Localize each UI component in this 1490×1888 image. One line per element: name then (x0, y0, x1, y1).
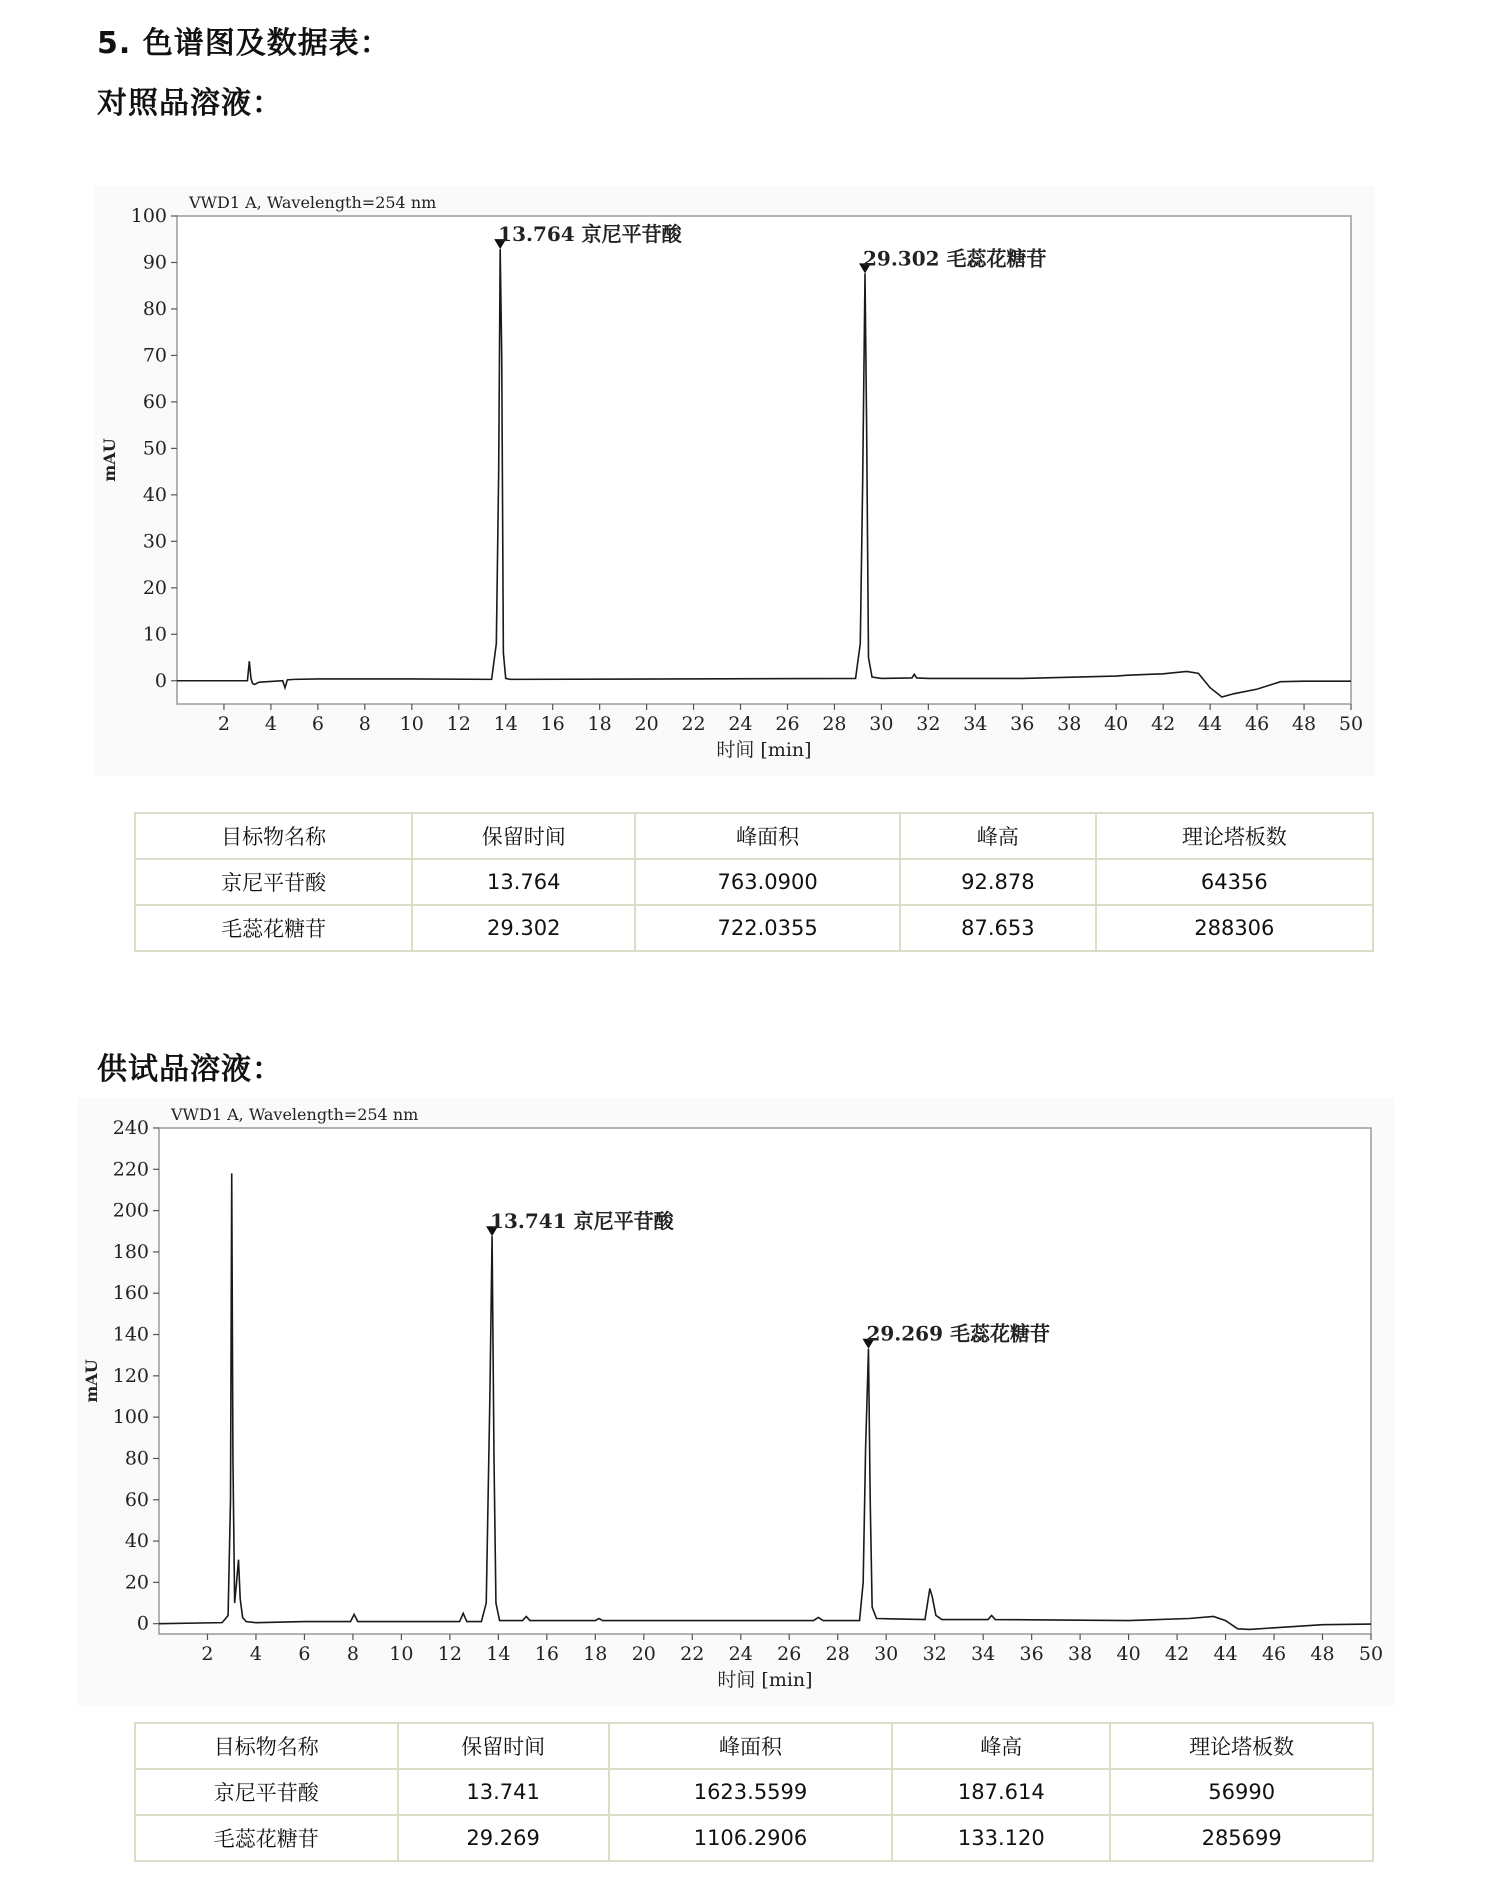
peak-label: 13.741 京尼平苷酸 (490, 1209, 674, 1234)
x-tick-label: 2 (217, 713, 231, 735)
x-tick-label: 34 (963, 713, 988, 735)
header-peak-area: 峰面积 (609, 1723, 893, 1769)
reference-chart-svg (95, 186, 1375, 776)
header-retention-time: 保留时间 (412, 813, 635, 859)
y-tick-label: 160 (112, 1282, 149, 1305)
table-row (135, 905, 1373, 951)
peak-label: 29.302 毛蕊花糖苷 (863, 246, 1047, 271)
cell-peak-height: 133.120 (892, 1815, 1110, 1861)
table-row (135, 1815, 1373, 1861)
header-peak-area: 峰面积 (635, 813, 900, 859)
cell-peak-height: 92.878 (900, 859, 1096, 905)
y-tick-label: 20 (142, 576, 167, 599)
x-tick-label: 16 (534, 1643, 559, 1665)
header-plate-number: 理论塔板数 (1110, 1723, 1373, 1769)
cell-peak-height: 187.614 (892, 1769, 1110, 1815)
x-tick-label: 22 (680, 1643, 705, 1665)
header-plate-number: 理论塔板数 (1096, 813, 1373, 859)
x-tick-label: 20 (634, 713, 659, 735)
x-tick-label: 18 (587, 713, 612, 735)
reference-chromatogram (95, 186, 1375, 776)
sample-chart-svg (77, 1098, 1395, 1706)
x-tick-label: 34 (971, 1643, 996, 1665)
y-tick-label: 80 (124, 1447, 149, 1470)
x-tick-label: 8 (358, 713, 371, 735)
x-axis-label: 时间 [min] (716, 739, 812, 761)
x-tick-label: 50 (1338, 713, 1364, 735)
x-tick-label: 4 (249, 1643, 263, 1665)
y-tick-label: 60 (142, 390, 167, 413)
x-tick-label: 42 (1164, 1643, 1190, 1665)
y-tick-label: 40 (142, 483, 167, 506)
cell-plate-number: 56990 (1110, 1769, 1373, 1815)
x-tick-label: 38 (1057, 713, 1082, 735)
peak-label: 13.764 京尼平苷酸 (498, 222, 682, 247)
x-tick-label: 14 (493, 713, 518, 735)
header-compound: 目标物名称 (135, 1723, 398, 1769)
sample-chromatogram (77, 1098, 1395, 1706)
y-tick-label: 0 (136, 1612, 149, 1635)
y-tick-label: 240 (112, 1117, 149, 1139)
section-heading: 5. 色谱图及数据表： (97, 26, 391, 61)
cell-retention-time: 13.764 (412, 859, 635, 905)
x-tick-label: 10 (389, 1643, 414, 1665)
x-tick-label: 8 (346, 1643, 359, 1665)
x-tick-label: 40 (1104, 713, 1129, 735)
x-tick-label: 36 (1010, 713, 1035, 735)
sample-results-table (134, 1722, 1374, 1862)
x-tick-label: 10 (399, 713, 424, 735)
x-tick-label: 2 (201, 1643, 214, 1665)
x-tick-label: 44 (1198, 713, 1223, 735)
x-tick-label: 28 (825, 1643, 850, 1665)
y-tick-label: 60 (124, 1488, 149, 1511)
x-tick-label: 48 (1291, 713, 1317, 735)
y-tick-label: 120 (112, 1364, 149, 1387)
x-tick-label: 6 (298, 1643, 311, 1665)
cell-plate-number: 285699 (1110, 1815, 1373, 1861)
x-tick-label: 24 (728, 713, 753, 735)
peak-label: 29.269 毛蕊花糖苷 (866, 1321, 1050, 1346)
x-tick-label: 12 (437, 1643, 462, 1665)
x-tick-label: 30 (869, 713, 894, 735)
reference-solution-heading: 对照品溶液： (97, 86, 283, 121)
x-tick-label: 36 (1019, 1643, 1044, 1665)
header-peak-height: 峰高 (900, 813, 1096, 859)
x-tick-label: 42 (1151, 713, 1176, 735)
x-tick-label: 50 (1358, 1643, 1384, 1665)
y-tick-label: 30 (142, 530, 167, 553)
reference-results-table (134, 812, 1374, 952)
table-row (135, 1769, 1373, 1815)
y-tick-label: 90 (142, 251, 167, 274)
x-tick-label: 32 (922, 1643, 947, 1665)
cell-plate-number: 288306 (1096, 905, 1373, 951)
x-tick-label: 44 (1213, 1643, 1238, 1665)
x-axis-label: 时间 [min] (717, 1669, 813, 1691)
x-tick-label: 38 (1068, 1643, 1093, 1665)
y-tick-label: 200 (112, 1199, 149, 1222)
x-tick-label: 24 (728, 1643, 753, 1665)
y-axis-label: mAU (100, 438, 119, 482)
cell-peak-area: 1106.2906 (609, 1815, 893, 1861)
y-tick-label: 10 (142, 623, 167, 646)
y-tick-label: 100 (130, 205, 167, 227)
x-tick-label: 12 (446, 713, 471, 735)
sample-solution-heading: 供试品溶液： (97, 1052, 283, 1087)
cell-retention-time: 29.269 (398, 1815, 609, 1861)
y-axis-label: mAU (82, 1359, 101, 1403)
cell-retention-time: 29.302 (412, 905, 635, 951)
cell-peak-area: 1623.5599 (609, 1769, 893, 1815)
x-tick-label: 26 (775, 713, 800, 735)
x-tick-label: 4 (264, 713, 277, 735)
y-tick-label: 50 (142, 437, 167, 460)
table-header-row (135, 1723, 1373, 1769)
plot-frame (159, 1128, 1371, 1634)
x-tick-label: 20 (631, 1643, 656, 1665)
x-tick-label: 22 (681, 713, 706, 735)
y-tick-label: 140 (112, 1323, 149, 1346)
table-row (135, 859, 1373, 905)
y-tick-label: 80 (142, 297, 167, 320)
x-tick-label: 6 (311, 713, 324, 735)
x-tick-label: 40 (1116, 1643, 1141, 1665)
cell-plate-number: 64356 (1096, 859, 1373, 905)
y-tick-label: 100 (112, 1406, 149, 1429)
cell-peak-height: 87.653 (900, 905, 1096, 951)
plot-frame (177, 216, 1351, 704)
x-tick-label: 46 (1261, 1643, 1287, 1665)
cell-compound: 京尼平苷酸 (135, 1769, 398, 1815)
x-tick-label: 30 (874, 1643, 899, 1665)
y-tick-label: 180 (112, 1240, 149, 1263)
x-tick-label: 46 (1244, 713, 1270, 735)
y-tick-label: 20 (124, 1571, 149, 1594)
cell-peak-area: 722.0355 (635, 905, 900, 951)
x-tick-label: 32 (916, 713, 941, 735)
cell-compound: 京尼平苷酸 (135, 859, 412, 905)
cell-compound: 毛蕊花糖苷 (135, 905, 412, 951)
x-tick-label: 28 (822, 713, 847, 735)
x-tick-label: 16 (540, 713, 565, 735)
header-compound: 目标物名称 (135, 813, 412, 859)
chart-title: VWD1 A, Wavelength=254 nm (189, 193, 437, 212)
y-tick-label: 70 (142, 344, 167, 367)
cell-peak-area: 763.0900 (635, 859, 900, 905)
y-tick-label: 0 (154, 669, 167, 692)
x-tick-label: 18 (583, 1643, 608, 1665)
y-tick-label: 220 (112, 1158, 149, 1181)
header-peak-height: 峰高 (892, 1723, 1110, 1769)
table-header-row (135, 813, 1373, 859)
header-retention-time: 保留时间 (398, 1723, 609, 1769)
x-tick-label: 14 (486, 1643, 511, 1665)
cell-retention-time: 13.741 (398, 1769, 609, 1815)
x-tick-label: 26 (777, 1643, 802, 1665)
y-tick-label: 40 (124, 1530, 149, 1553)
chart-title: VWD1 A, Wavelength=254 nm (171, 1105, 419, 1124)
x-tick-label: 48 (1310, 1643, 1335, 1665)
cell-compound: 毛蕊花糖苷 (135, 1815, 398, 1861)
